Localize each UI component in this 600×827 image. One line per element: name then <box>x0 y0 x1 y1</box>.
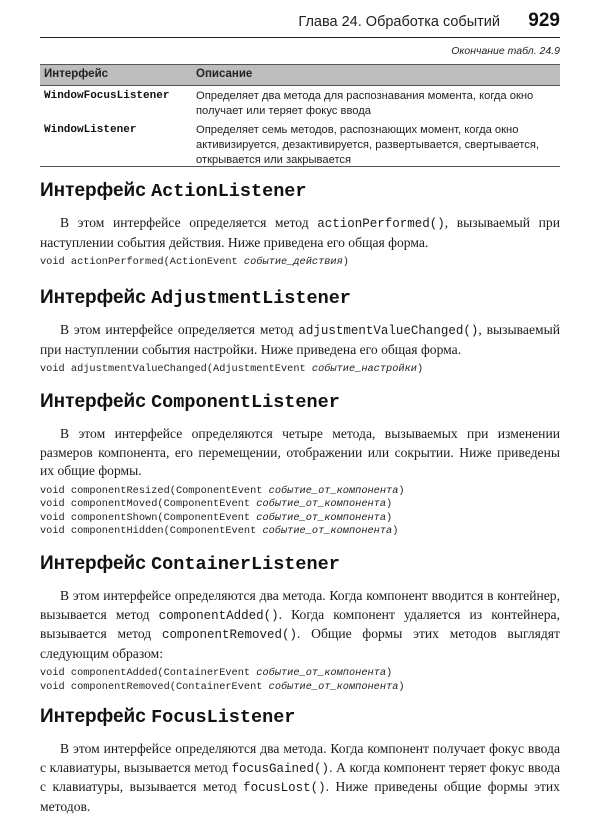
interface-name: WindowFocusListener <box>44 90 170 102</box>
inline-code: componentAdded() <box>158 608 279 623</box>
code-close: ) <box>398 484 405 497</box>
heading-interface-name: AdjustmentListener <box>151 288 351 309</box>
table-row <box>40 86 560 120</box>
code-close: ) <box>416 363 424 375</box>
page-header <box>40 10 560 36</box>
inline-code: focusLost() <box>243 781 326 795</box>
section-paragraph <box>40 214 560 252</box>
heading-interface-name: ActionListener <box>151 181 307 202</box>
inline-code: componentRemoved() <box>161 628 298 642</box>
code-argument: событие_от_компонента <box>262 525 393 537</box>
text-run: В этом интерфейсе определяются два метода. Когда компонент вводится в контейнер, вызывается метод <box>40 588 560 622</box>
text-run: В этом интерфейсе определяется метод <box>60 322 299 337</box>
interface-description <box>196 123 556 168</box>
text-run: В этом интерфейсе определяется метод <box>60 215 318 230</box>
code-signature: void componentAdded(ContainerEvent <box>40 667 257 679</box>
code-line <box>40 512 560 526</box>
code-line <box>40 525 560 539</box>
code-block <box>40 485 560 539</box>
description-line: открывается или закрывается <box>196 154 352 166</box>
section-component-listener <box>40 391 560 539</box>
description-line: Определяет два метода для распознавания момента, когда окно <box>196 90 534 102</box>
text-run: В этом интерфейсе определяются четыре метода, вызываемых при изменении размеров компонента, его перемещении, отображении или сокрытии. Ниже приведены их общие формы. <box>40 426 560 478</box>
text-run: . Когда компонент удаляется из контейнера, вызывается метод <box>40 606 560 641</box>
code-argument: событие_от_компонента <box>256 498 387 510</box>
heading-prefix: Интерфейс <box>40 287 152 308</box>
description-line: получает или теряет фокус ввода <box>196 105 371 117</box>
code-argument: событие_от_компонента <box>256 511 387 524</box>
section-action-listener <box>40 180 560 270</box>
code-signature: void componentShown(ComponentEvent <box>40 511 257 524</box>
inline-code: focusGained() <box>231 761 330 776</box>
code-argument: событие_действия <box>243 256 343 268</box>
code-block <box>40 667 560 694</box>
heading-interface-name: ContainerListener <box>151 554 340 575</box>
inline-code: adjustmentValueChanged() <box>298 324 479 338</box>
table-row <box>40 120 560 166</box>
interface-table <box>40 64 560 167</box>
code-signature: void adjustmentValueChanged(AdjustmentEvent <box>40 363 312 375</box>
section-container-listener <box>40 553 560 694</box>
column-header-description: Описание <box>196 68 253 80</box>
inline-code: actionPerformed() <box>317 217 445 231</box>
description-line: активизируется, дезактивируется, развертывается, свертывается, <box>196 139 539 151</box>
header-rule <box>40 37 560 38</box>
code-signature: void componentMoved(ComponentEvent <box>40 498 257 510</box>
code-argument: событие_настройки <box>311 363 417 375</box>
heading-interface-name: FocusListener <box>151 707 296 728</box>
text-run: . А когда компонент теряет фокус ввода с клавиатуры, вызывается метод <box>40 759 560 794</box>
table-caption: Окончание табл. 24.9 <box>451 45 560 57</box>
section-paragraph <box>40 587 560 663</box>
text-run: . Ниже приведены общие формы этих методов. <box>40 779 560 814</box>
text-run: . Общие формы этих методов выглядят следующим образом: <box>40 626 560 661</box>
section-heading <box>40 287 560 313</box>
code-line <box>40 363 560 377</box>
section-paragraph <box>40 740 560 816</box>
heading-interface-name: ComponentListener <box>151 392 340 413</box>
code-block <box>40 363 560 377</box>
code-signature: void componentRemoved(ContainerEvent <box>40 680 269 693</box>
section-adjustment-listener <box>40 287 560 377</box>
section-heading <box>40 180 560 206</box>
code-line <box>40 256 560 270</box>
code-line <box>40 498 560 512</box>
description-line: Определяет семь методов, распознающих момент, когда окно <box>196 124 519 136</box>
page-number: 929 <box>528 10 560 31</box>
code-line <box>40 681 560 695</box>
column-header-interface: Интерфейс <box>44 68 109 80</box>
section-paragraph <box>40 321 560 359</box>
code-close: ) <box>398 680 405 693</box>
table-header-row <box>40 64 560 86</box>
text-run: В этом интерфейсе определяются два метода. Когда компонент получает фокус ввода с клавиатуры, вызывается метод <box>40 741 560 775</box>
section-heading <box>40 553 560 579</box>
heading-prefix: Интерфейс <box>40 391 152 412</box>
text-run: , вызываемый при наступлении события настройки. Ниже приведена его общая форма. <box>40 322 561 357</box>
interface-description <box>196 89 556 119</box>
code-block <box>40 256 560 270</box>
interface-name: WindowListener <box>44 124 137 136</box>
heading-prefix: Интерфейс <box>40 553 152 574</box>
code-argument: событие_от_компонента <box>268 484 399 497</box>
code-signature: void actionPerformed(ActionEvent <box>40 256 244 268</box>
heading-prefix: Интерфейс <box>40 180 152 201</box>
code-line <box>40 667 560 681</box>
section-heading <box>40 391 560 417</box>
code-close: ) <box>392 525 399 537</box>
code-argument: событие_от_компонента <box>256 667 387 679</box>
code-close: ) <box>342 256 349 268</box>
chapter-title: Глава 24. Обработка событий <box>298 14 500 30</box>
section-focus-listener <box>40 706 560 816</box>
code-close: ) <box>386 498 393 510</box>
code-signature: void componentHidden(ComponentEvent <box>40 525 263 537</box>
text-run: , вызываемый при наступлении события действия. Ниже приведена его общая форма. <box>40 215 560 250</box>
code-signature: void componentResized(ComponentEvent <box>40 484 269 497</box>
code-close: ) <box>386 667 393 679</box>
section-paragraph <box>40 425 560 481</box>
code-close: ) <box>386 511 393 524</box>
heading-prefix: Интерфейс <box>40 706 152 727</box>
code-argument: событие_от_компонента <box>268 680 399 693</box>
code-line <box>40 485 560 499</box>
section-heading <box>40 706 560 732</box>
